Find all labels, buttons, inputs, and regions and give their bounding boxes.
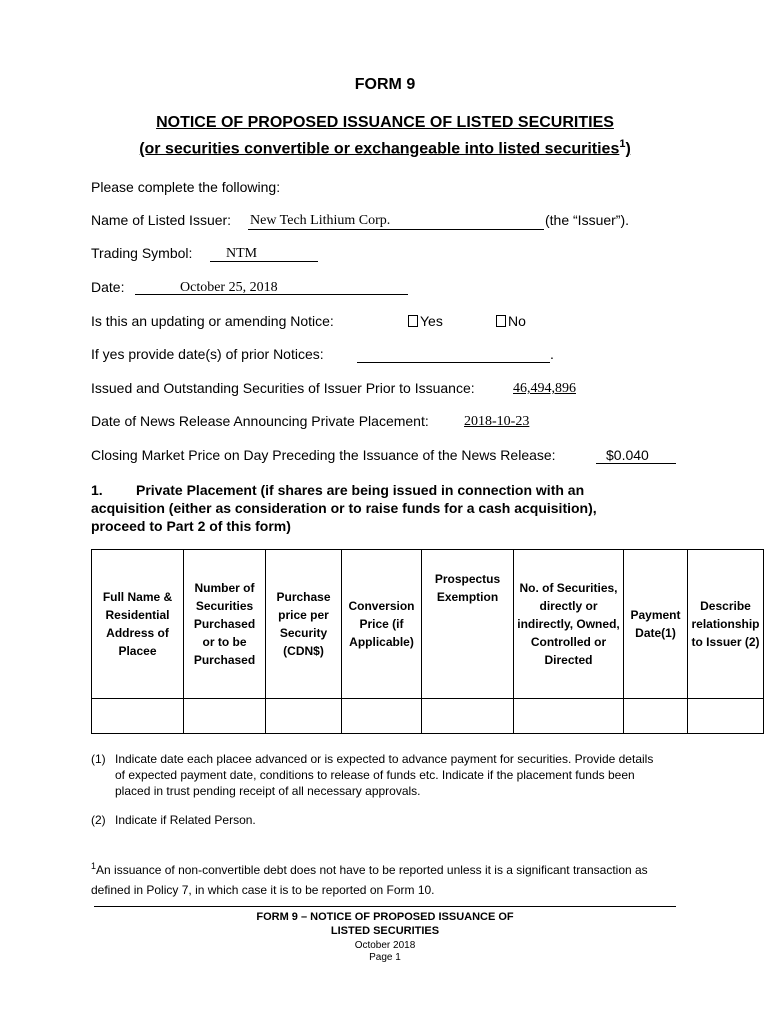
prior-notices-suffix: .	[550, 346, 554, 362]
issuer-suffix: (the “Issuer”).	[545, 212, 630, 228]
symbol-label: Trading Symbol:	[91, 245, 193, 261]
yes-option[interactable]	[408, 313, 443, 329]
footnote-1	[91, 856, 648, 900]
cell-payment-date[interactable]	[624, 699, 688, 734]
subtitle-close: )	[625, 140, 631, 158]
section-1-line3: proceed to Part 2 of this form)	[91, 518, 291, 534]
outstanding-value[interactable]: 46,494,896	[513, 381, 576, 396]
footer-page: Page 1	[369, 952, 401, 963]
footnote-1-line2: defined in Policy 7, in which case it is to be reported on Form 10.	[91, 883, 435, 897]
cell-securities-owned[interactable]	[514, 699, 624, 734]
form-number: FORM 9	[354, 76, 416, 93]
placee-table	[91, 549, 764, 734]
intro-text: Please complete the following:	[91, 179, 281, 195]
section-1-line2: acquisition (either as consideration or to raise funds for a cash acquisition),	[91, 500, 597, 516]
note-1-line2: of expected payment date, conditions to release of funds etc. Indicate if the placement funds been	[115, 768, 635, 782]
closing-price-label: Closing Market Price on Day Preceding the Issuance of the News Release:	[91, 447, 556, 463]
footnote-1-line1: An issuance of non-convertible debt does not have to be reported unless it is a significant transaction as	[96, 863, 648, 877]
footnote-1-mark: 1	[91, 861, 97, 871]
header-full-name: Full Name & Residential Address of Placee	[92, 550, 184, 699]
section-1-heading	[91, 481, 597, 535]
note-1-number: (1)	[91, 752, 106, 766]
note-1-line1: Indicate date each placee advanced or is expected to advance payment for securities. Provide details	[115, 752, 654, 766]
header-number-of-securities: Number of Securities Purchased or to be Purchased	[184, 550, 266, 699]
closing-price-underline	[596, 463, 676, 464]
header-purchase-price: Purchase price per Security (CDN$)	[266, 550, 342, 699]
closing-price-value[interactable]: $0.040	[606, 447, 649, 463]
note-1-line3: placed in trust pending receipt of all necessary approvals.	[115, 784, 421, 798]
note-2-number: (2)	[91, 813, 106, 827]
yes-checkbox-icon[interactable]	[408, 315, 418, 327]
subtitle-footnote-mark: 1	[619, 138, 626, 150]
issuer-underline	[248, 229, 544, 230]
prior-notices-label: If yes provide date(s) of prior Notices:	[91, 346, 324, 362]
no-checkbox-icon[interactable]	[496, 315, 506, 327]
news-release-label: Date of News Release Announcing Private Placement:	[91, 413, 429, 429]
header-conversion-price: Conversion Price (if Applicable)	[342, 550, 422, 699]
footer-line1: FORM 9 – NOTICE OF PROPOSED ISSUANCE OF	[256, 911, 514, 923]
footer-divider	[94, 906, 676, 907]
cell-prospectus-exemption[interactable]	[422, 699, 514, 734]
note-2-text: Indicate if Related Person.	[115, 813, 256, 827]
footer-meta	[94, 940, 676, 964]
header-relationship: Describe relationship to Issuer (2)	[688, 550, 764, 699]
form-subtitle	[0, 138, 770, 158]
date-label: Date:	[91, 279, 125, 295]
no-label: No	[508, 313, 526, 329]
table-row	[92, 699, 764, 734]
no-option[interactable]	[496, 313, 526, 329]
cell-number-of-securities[interactable]	[184, 699, 266, 734]
form-title: NOTICE OF PROPOSED ISSUANCE OF LISTED SECURITIES	[156, 114, 614, 131]
note-1-text	[115, 751, 653, 799]
header-payment-date: Payment Date(1)	[624, 550, 688, 699]
table-header-row	[92, 550, 764, 699]
symbol-value[interactable]: NTM	[226, 246, 258, 261]
yes-label: Yes	[420, 313, 443, 329]
section-1-number: 1.	[91, 482, 103, 498]
cell-purchase-price[interactable]	[266, 699, 342, 734]
header-prospectus-exemption: Prospectus Exemption	[422, 550, 514, 699]
outstanding-label: Issued and Outstanding Securities of Issuer Prior to Issuance:	[91, 380, 475, 396]
prior-notices-field[interactable]	[357, 362, 550, 363]
cell-relationship[interactable]	[688, 699, 764, 734]
date-value[interactable]: October 25, 2018	[180, 280, 278, 295]
news-release-value[interactable]: 2018-10-23	[464, 414, 530, 429]
footer-line2: LISTED SECURITIES	[330, 925, 440, 937]
footer-title	[94, 910, 676, 938]
cell-full-name[interactable]	[92, 699, 184, 734]
issuer-label: Name of Listed Issuer:	[91, 212, 232, 228]
amending-label: Is this an updating or amending Notice:	[91, 313, 334, 329]
footer-date: October 2018	[354, 940, 416, 951]
header-securities-owned: No. of Securities, directly or indirectly, Owned, Controlled or Directed	[514, 550, 624, 699]
issuer-value[interactable]: New Tech Lithium Corp.	[250, 213, 391, 228]
section-1-line1: Private Placement (if shares are being issued in connection with an	[136, 482, 585, 498]
cell-conversion-price[interactable]	[342, 699, 422, 734]
subtitle-text: (or securities convertible or exchangeable into listed securities	[139, 140, 620, 158]
